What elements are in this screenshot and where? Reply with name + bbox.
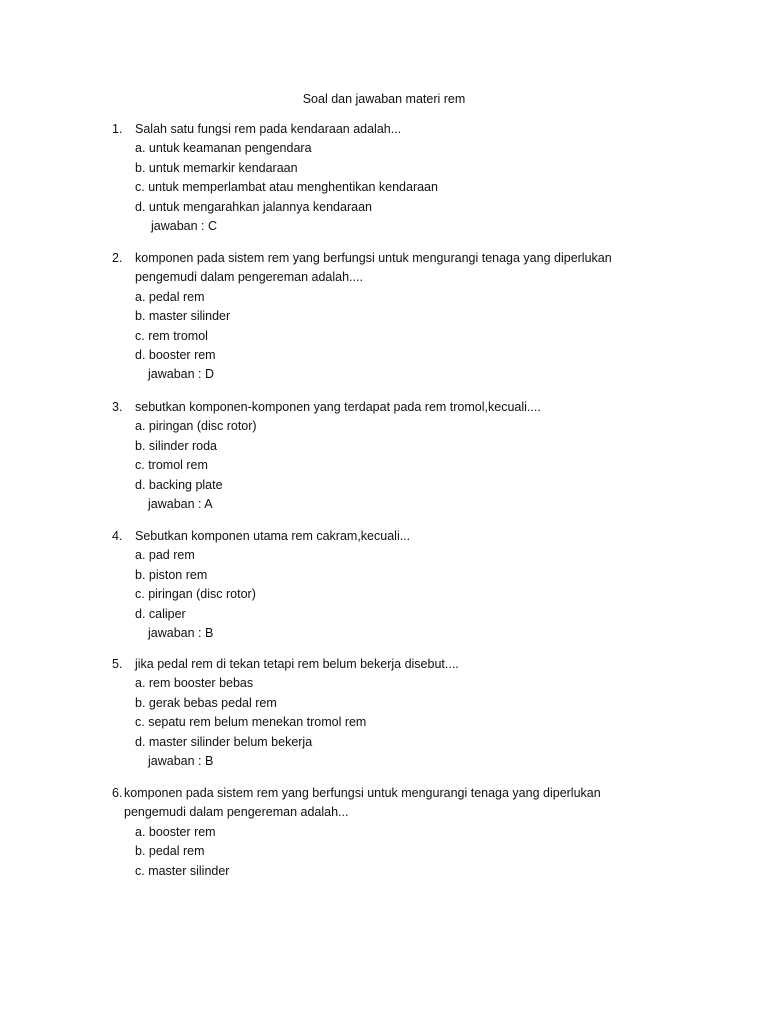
option-b: b. silinder roda	[135, 438, 217, 453]
option-d: d. booster rem	[135, 348, 216, 363]
option-b: b. gerak bebas pedal rem	[135, 695, 277, 710]
question-number: 6.	[112, 786, 123, 800]
question-text: sebutkan komponen-komponen yang terdapat pada rem tromol,kecuali....	[135, 400, 541, 414]
question-text: Salah satu fungsi rem pada kendaraan adalah...	[135, 122, 402, 136]
option-b: b. piston rem	[135, 567, 208, 582]
option-d: d. backing plate	[135, 477, 223, 492]
option-c: c. tromol rem	[135, 458, 208, 473]
question-number: 4.	[112, 529, 123, 543]
answer: jawaban : C	[151, 219, 218, 234]
question-text: komponen pada sistem rem yang berfungsi untuk mengurangi tenaga yang diperlukan pengemudi dalam pengereman adalah...	[124, 786, 601, 820]
answer: jawaban : B	[148, 626, 214, 641]
option-a: a. booster rem	[135, 824, 216, 839]
question-3	[112, 398, 632, 514]
option-d: d. master silinder belum bekerja	[135, 734, 313, 749]
question-5	[112, 655, 632, 771]
question-number: 5.	[112, 657, 123, 671]
question-1	[112, 120, 632, 236]
question-2	[112, 249, 632, 385]
option-b: b. untuk memarkir kendaraan	[135, 160, 298, 175]
question-text: komponen pada sistem rem yang berfungsi untuk mengurangi tenaga yang diperlukan pengemudi dalam pengereman adalah....	[135, 251, 612, 285]
option-a: a. pedal rem	[135, 289, 205, 304]
option-b: b. pedal rem	[135, 844, 205, 859]
question-4	[112, 527, 632, 643]
question-text: jika pedal rem di tekan tetapi rem belum bekerja disebut....	[135, 657, 459, 671]
question-text: Sebutkan komponen utama rem cakram,kecuali...	[135, 529, 411, 543]
option-d: d. caliper	[135, 606, 186, 621]
option-a: a. rem booster bebas	[135, 676, 254, 691]
option-c: c. sepatu rem belum menekan tromol rem	[135, 715, 367, 730]
question-number: 3.	[112, 400, 123, 414]
answer: jawaban : A	[148, 497, 213, 512]
option-c: c. master silinder	[135, 863, 230, 878]
answer: jawaban : D	[148, 367, 215, 382]
option-c: c. rem tromol	[135, 328, 208, 343]
question-number: 1.	[112, 122, 123, 136]
question-number: 2.	[112, 251, 123, 265]
option-a: a. piringan (disc rotor)	[135, 419, 257, 434]
option-d: d. untuk mengarahkan jalannya kendaraan	[135, 199, 372, 214]
option-a: a. pad rem	[135, 548, 195, 563]
option-b: b. master silinder	[135, 309, 231, 324]
document-title: Soal dan jawaban materi rem	[302, 92, 466, 106]
option-c: c. piringan (disc rotor)	[135, 587, 256, 602]
question-6	[112, 784, 632, 881]
option-a: a. untuk keamanan pengendara	[135, 141, 312, 156]
answer: jawaban : B	[148, 754, 214, 769]
option-c: c. untuk memperlambat atau menghentikan kendaraan	[135, 180, 438, 195]
